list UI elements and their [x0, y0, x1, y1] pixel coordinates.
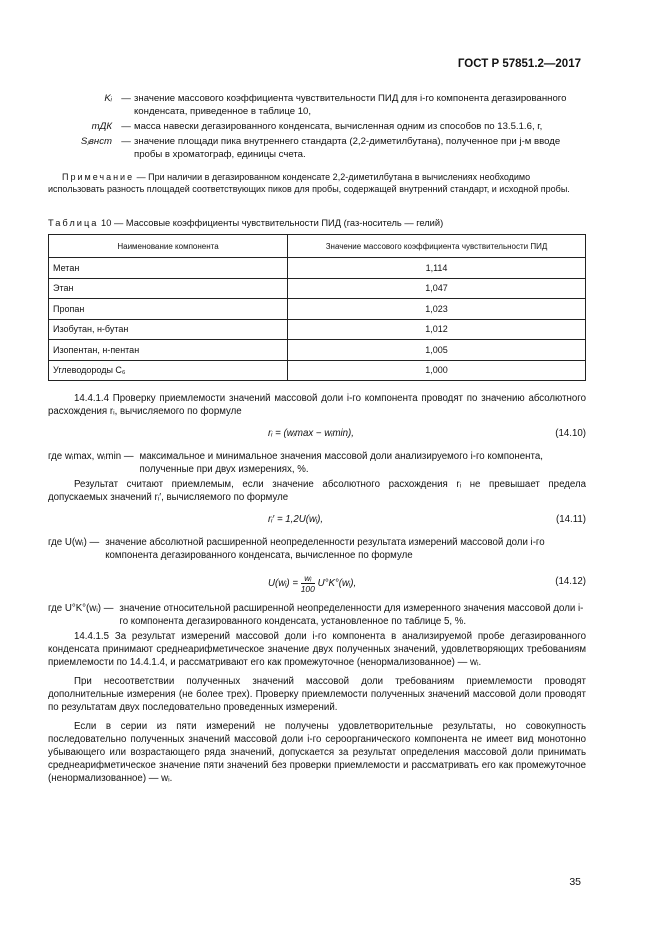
paragraph-14-4-1-4: 14.4.1.4 Проверку приемлемости значений массовой доли i-го компонента проводят по значению абсолютного расхождения rᵢ, вычисляемого по формуле [48, 393, 586, 417]
formula-14-11 [48, 509, 586, 531]
table-header-row [49, 235, 586, 258]
table-row [49, 340, 586, 361]
where-symbol: где U°K°(wᵢ) — [48, 603, 114, 614]
definitions-list [48, 92, 588, 163]
document-id: ГОСТ Р 57851.2—2017 [457, 58, 581, 70]
formula-left: U(wᵢ) = [268, 578, 298, 590]
coefficients-table [48, 234, 586, 381]
formula-right: U°K°(wᵢ), [317, 578, 357, 590]
where-clause [48, 536, 586, 562]
definition-symbol: mДК [91, 121, 112, 132]
where-clause [48, 602, 586, 628]
coefficient-value: 1,000 [288, 360, 586, 381]
paragraph-14-4-1-5: 14.4.1.5 За результат измерений массовой доли i-го компонента в анализируемой пробе дегазированного конденсата принимают среднеарифметическое значение двух полученных значений, удовлетворяющих требованиям приемлемости по 14.4.1.4, и рассматривают его как промежуточное (ненормализованное) — wᵢ. [48, 631, 586, 668]
definition-item [48, 135, 588, 161]
coefficient-value: 1,023 [288, 299, 586, 320]
table-row [49, 278, 586, 299]
where-clause [48, 450, 586, 476]
definition-item [48, 92, 588, 118]
formula-number: (14.11) [556, 514, 586, 525]
note-label: Примечание [62, 172, 135, 182]
definition-text: значение массового коэффициента чувствительности ПИД для i-го компонента дегазированного конденсата, приведенное в таблице 10, [134, 93, 567, 117]
coefficient-value: 1,047 [288, 278, 586, 299]
where-symbol: где wᵢmax, wᵢmin — [48, 451, 134, 462]
where-symbol: где U(wᵢ) — [48, 537, 100, 548]
component-name: Углеводороды C₆ [49, 360, 288, 381]
component-name: Метан [49, 258, 288, 279]
component-name: Этан [49, 278, 288, 299]
note-text: — При наличии в дегазированном конденсате 2,2-диметилбутана в вычислениях необходимо использовать разность площадей соответствующих пиков для пробы, содержащей внутренний стандарт, и исходной пробы. [48, 172, 570, 194]
definition-symbol: Sⱼвнст [80, 136, 112, 147]
definition-item [48, 120, 588, 133]
table-row [49, 258, 586, 279]
formula-expression: rᵢ = (wᵢmax − wᵢmin), [268, 428, 354, 439]
page-number: 35 [569, 876, 581, 888]
formula-14-12 [48, 567, 586, 597]
table-row [49, 319, 586, 340]
dash: — [121, 93, 131, 104]
formula-number: (14.12) [555, 576, 586, 587]
definition-text: значение площади пика внутреннего стандарта (2,2-диметилбутана), полученное при j-м вводе пробы в хроматограф, единицы счета. [134, 136, 561, 160]
where-text: значение абсолютной расширенной неопределенности результата измерений массовой доли i-го компонента дегазированного конденсата, вычисленное по формуле [105, 537, 545, 561]
dash: — [121, 136, 131, 147]
where-text: значение относительной расширенной неопределенности для измеренного значения массовой доли i-го компонента дегазированного конденсата, установленное по таблице 5, %. [119, 603, 584, 627]
column-header-value: Значение массового коэффициента чувствительности ПИД [288, 235, 586, 258]
fraction-denominator: 100 [300, 584, 315, 594]
paragraph-five-measurements: Если в серии из пяти измерений не получены удовлетворительные результаты, но совокупность последовательно полученных значений массовой доли i-го сероорганического компонента не имеет вид монотонно убывающего или возрастающего ряда значений, допускается за результат определения массовой доли принимать среднеарифметическое значение пяти значений без проверки приемлемости и рассматривать его как промежуточное (ненормализованное) — wᵢ. [48, 721, 586, 784]
component-name: Изопентан, н-пентан [49, 340, 288, 361]
note-paragraph [48, 172, 586, 195]
coefficient-value: 1,005 [288, 340, 586, 361]
table-caption-text: 10 — Массовые коэффициенты чувствительности ПИД (газ-носитель — гелий) [98, 218, 444, 228]
coefficient-value: 1,012 [288, 319, 586, 340]
formula-expression [268, 573, 356, 594]
where-text: максимальное и минимальное значения массовой доли анализируемого i-го компонента, полученные при двух измерениях, %. [139, 451, 543, 475]
table-row [49, 360, 586, 381]
dash: — [121, 121, 131, 132]
formula-number: (14.10) [555, 428, 586, 439]
component-name: Пропан [49, 299, 288, 320]
coefficient-value: 1,114 [288, 258, 586, 279]
formula-14-10 [48, 423, 586, 445]
fraction-numerator: wᵢ [301, 573, 315, 584]
component-name: Изобутан, н-бутан [49, 319, 288, 340]
table-caption-label: Таблица [48, 218, 99, 228]
fraction [301, 573, 315, 594]
formula-expression: rᵢ′ = 1,2U(wᵢ), [268, 514, 324, 525]
paragraph-acceptance: Результат считают приемлемым, если значение абсолютного расхождения rᵢ не превышает предела допускаемых значений rᵢ′, вычисляемого по формуле [48, 479, 586, 503]
table-caption [48, 218, 443, 228]
definition-symbol: Kᵢ [104, 93, 112, 104]
column-header-component: Наименование компонента [49, 235, 288, 258]
table-row [49, 299, 586, 320]
main-text [48, 392, 586, 785]
definition-text: масса навески дегазированного конденсата, вычисленная одним из способов по 13.5.1.6, г, [134, 121, 543, 132]
paragraph-additional-measurements: При несоответствии полученных значений массовой доли требованиям приемлемости проводят дополнительные измерения (не более трех). Проверку приемлемости полученных значений массовой доли проводят по результатам двух последовательно проведенных измерений. [48, 676, 586, 713]
